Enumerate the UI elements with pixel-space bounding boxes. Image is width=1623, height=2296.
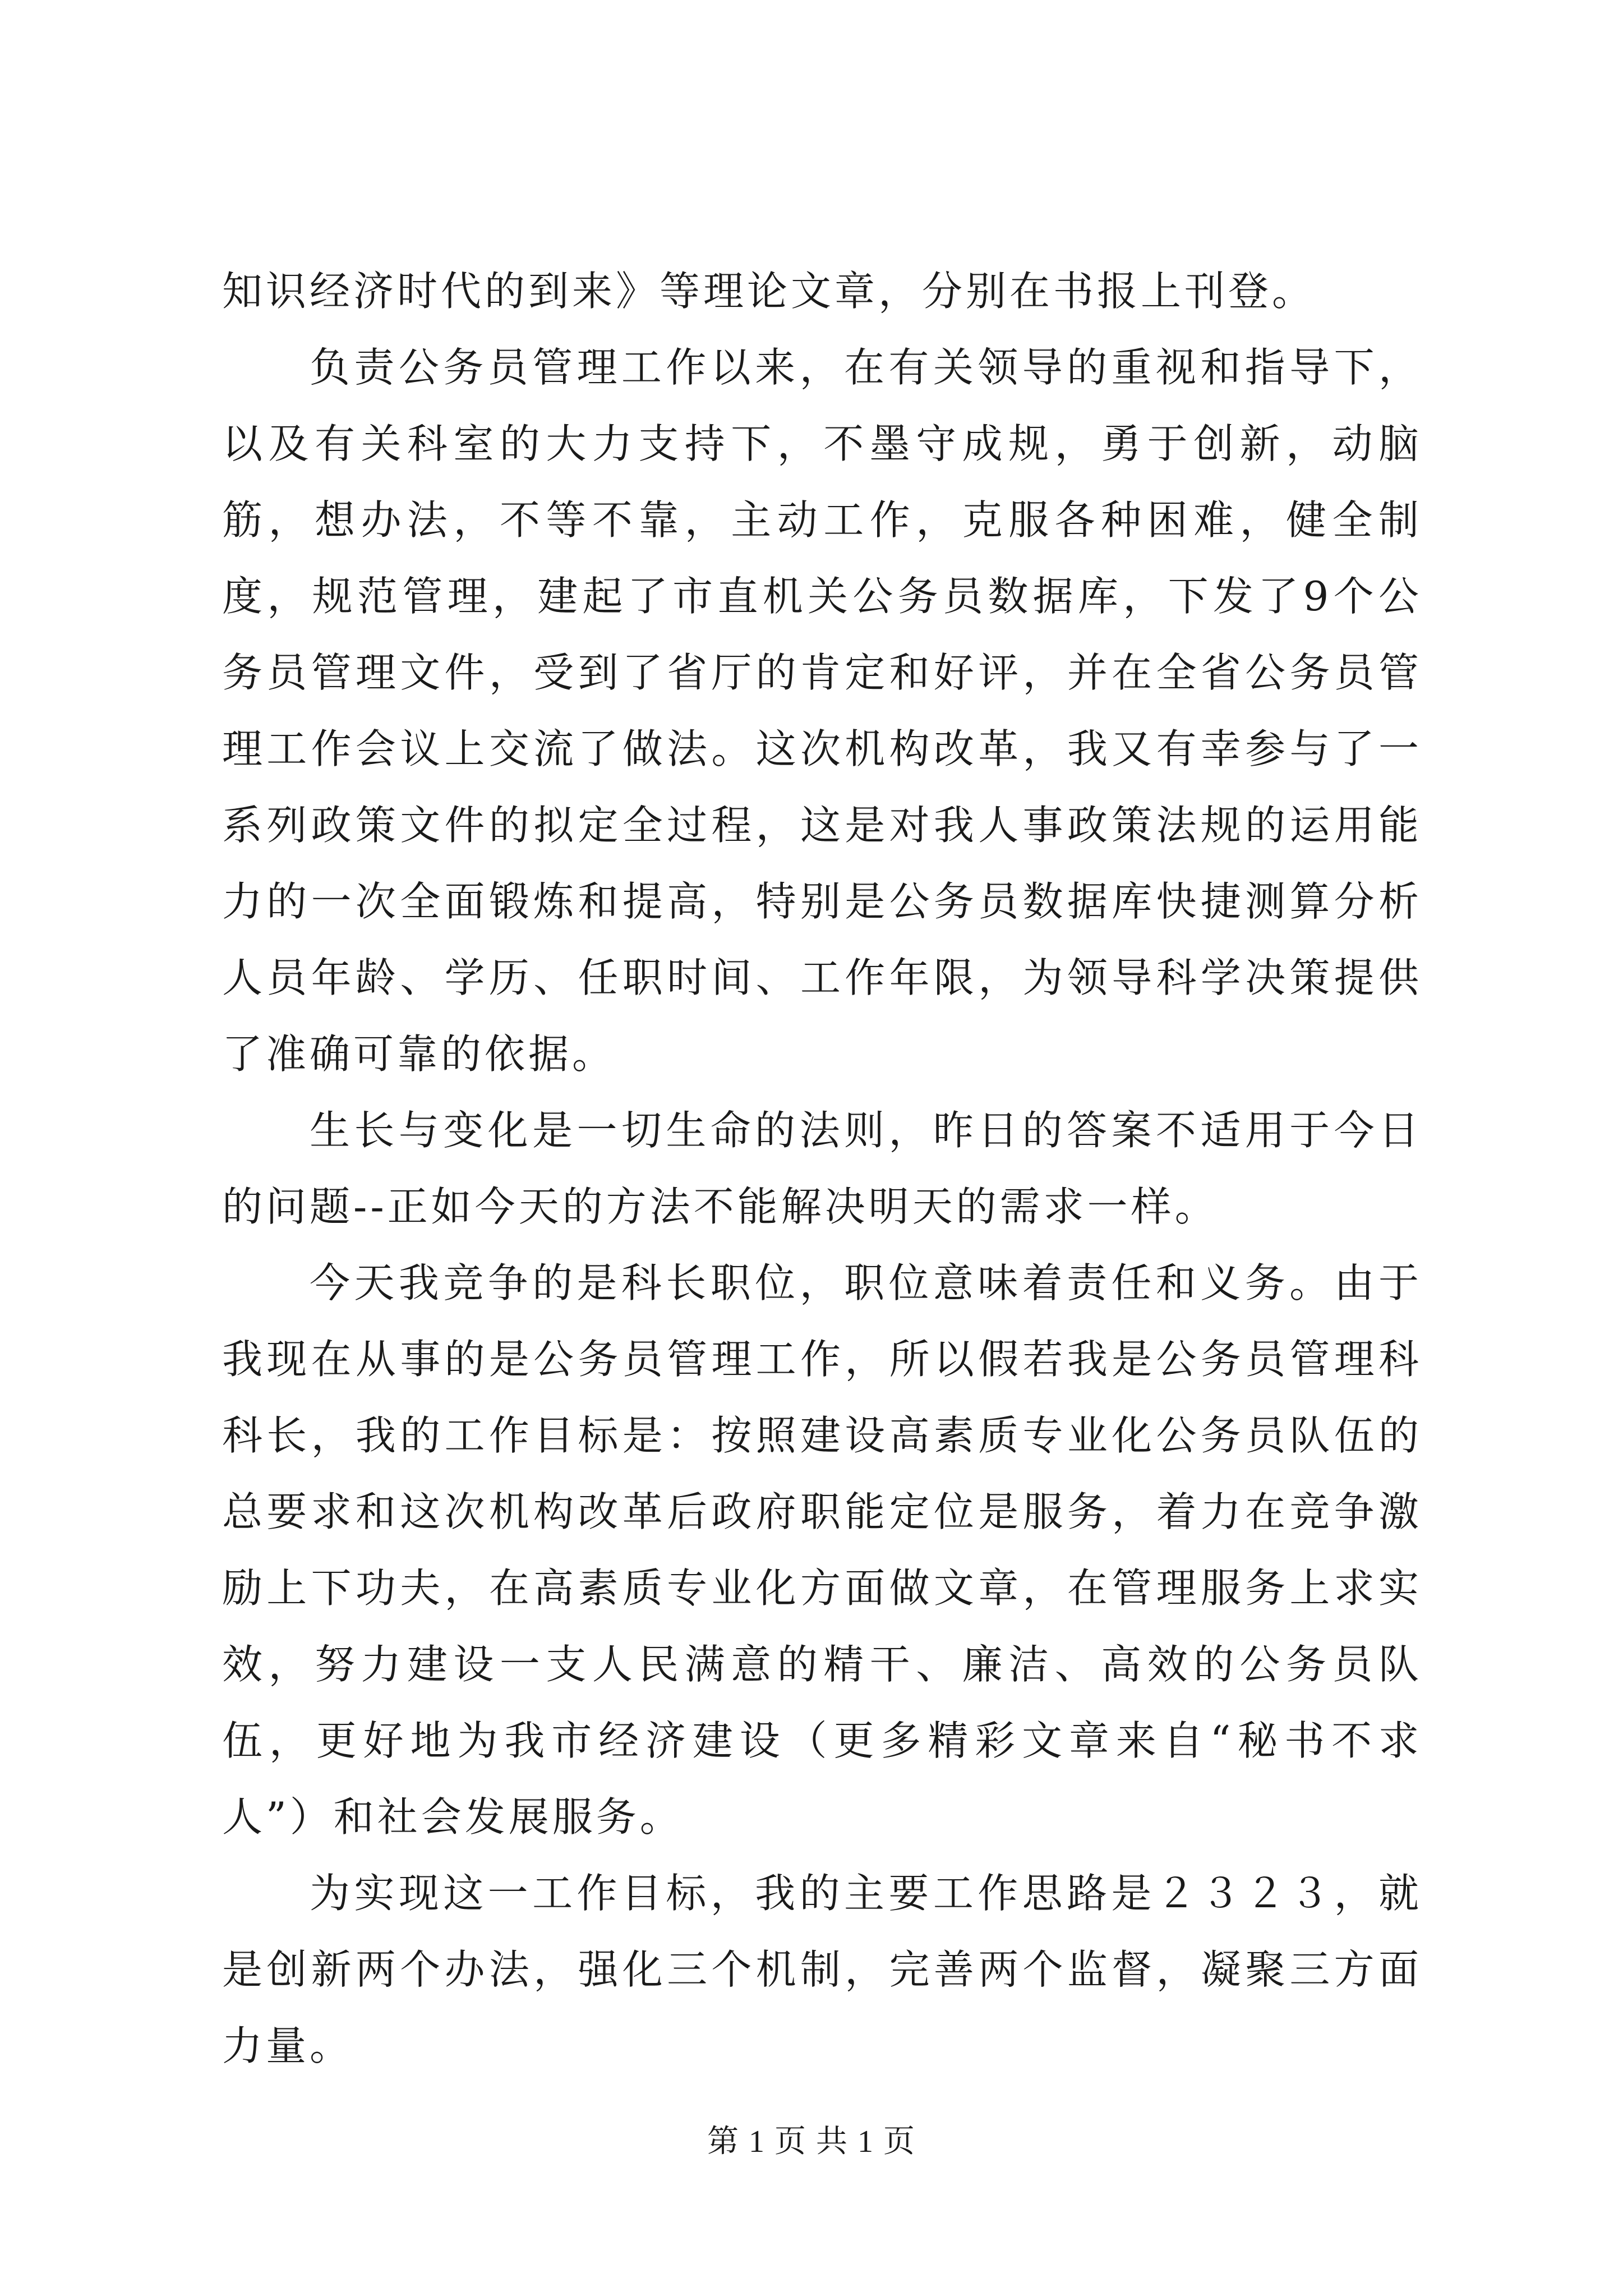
page-footer: 第 1 页 共 1 页 — [707, 2124, 916, 2159]
paragraph-3: 生长与变化是一切生命的法则，昨日的答案不适用于今日的问题--正如今天的方法不能解决明天的需求一样。 — [222, 1107, 1422, 1230]
paragraph-2: 负责公务员管理工作以来，在有关领导的重视和指导下，以及有关科室的大力支持下，不墨守成规，勇于创新，动脑筋，想办法，不等不靠，主动工作，克服各种困难，健全制度，规范管理，建起了市直机关公务员数据库，下发了9个公务员管理文件，受到了省厅的肯定和好评，并在全省公务员管理工作会议上交流了做法。这次机构改革，我又有幸参与了一系列政策文件的拟定全过程，这是对我人事政策法规的运用能力的一次全面锻炼和提高，特别是公务员数据库快捷测算分析人员年龄、学历、任职时间、工作年限，为领导科学决策提供了准确可靠的依据。 — [222, 344, 1422, 1078]
paragraph-4: 今天我竞争的是科长职位，职位意味着责任和义务。由于我现在从事的是公务员管理工作，所以假若我是公务员管理科科长，我的工作目标是：按照建设高素质专业化公务员队伍的总要求和这次机构改革后政府职能定位是服务，着力在竞争激励上下功夫，在高素质专业化方面做文章，在管理服务上求实效，努力建设一支人民满意的精干、廉洁、高效的公务员队伍，更好地为我市经济建设（更多精彩文章来自“秘书不求人”）和社会发展服务。 — [222, 1259, 1422, 1841]
paragraph-1: 知识经济时代的到来》等理论文章，分别在书报上刊登。 — [222, 268, 1316, 315]
document-body — [222, 253, 1422, 2084]
paragraph-5: 为实现这一工作目标，我的主要工作思路是２３２３，就是创新两个办法，强化三个机制，完善两个监督，凝聚三方面力量。 — [222, 1870, 1422, 2069]
